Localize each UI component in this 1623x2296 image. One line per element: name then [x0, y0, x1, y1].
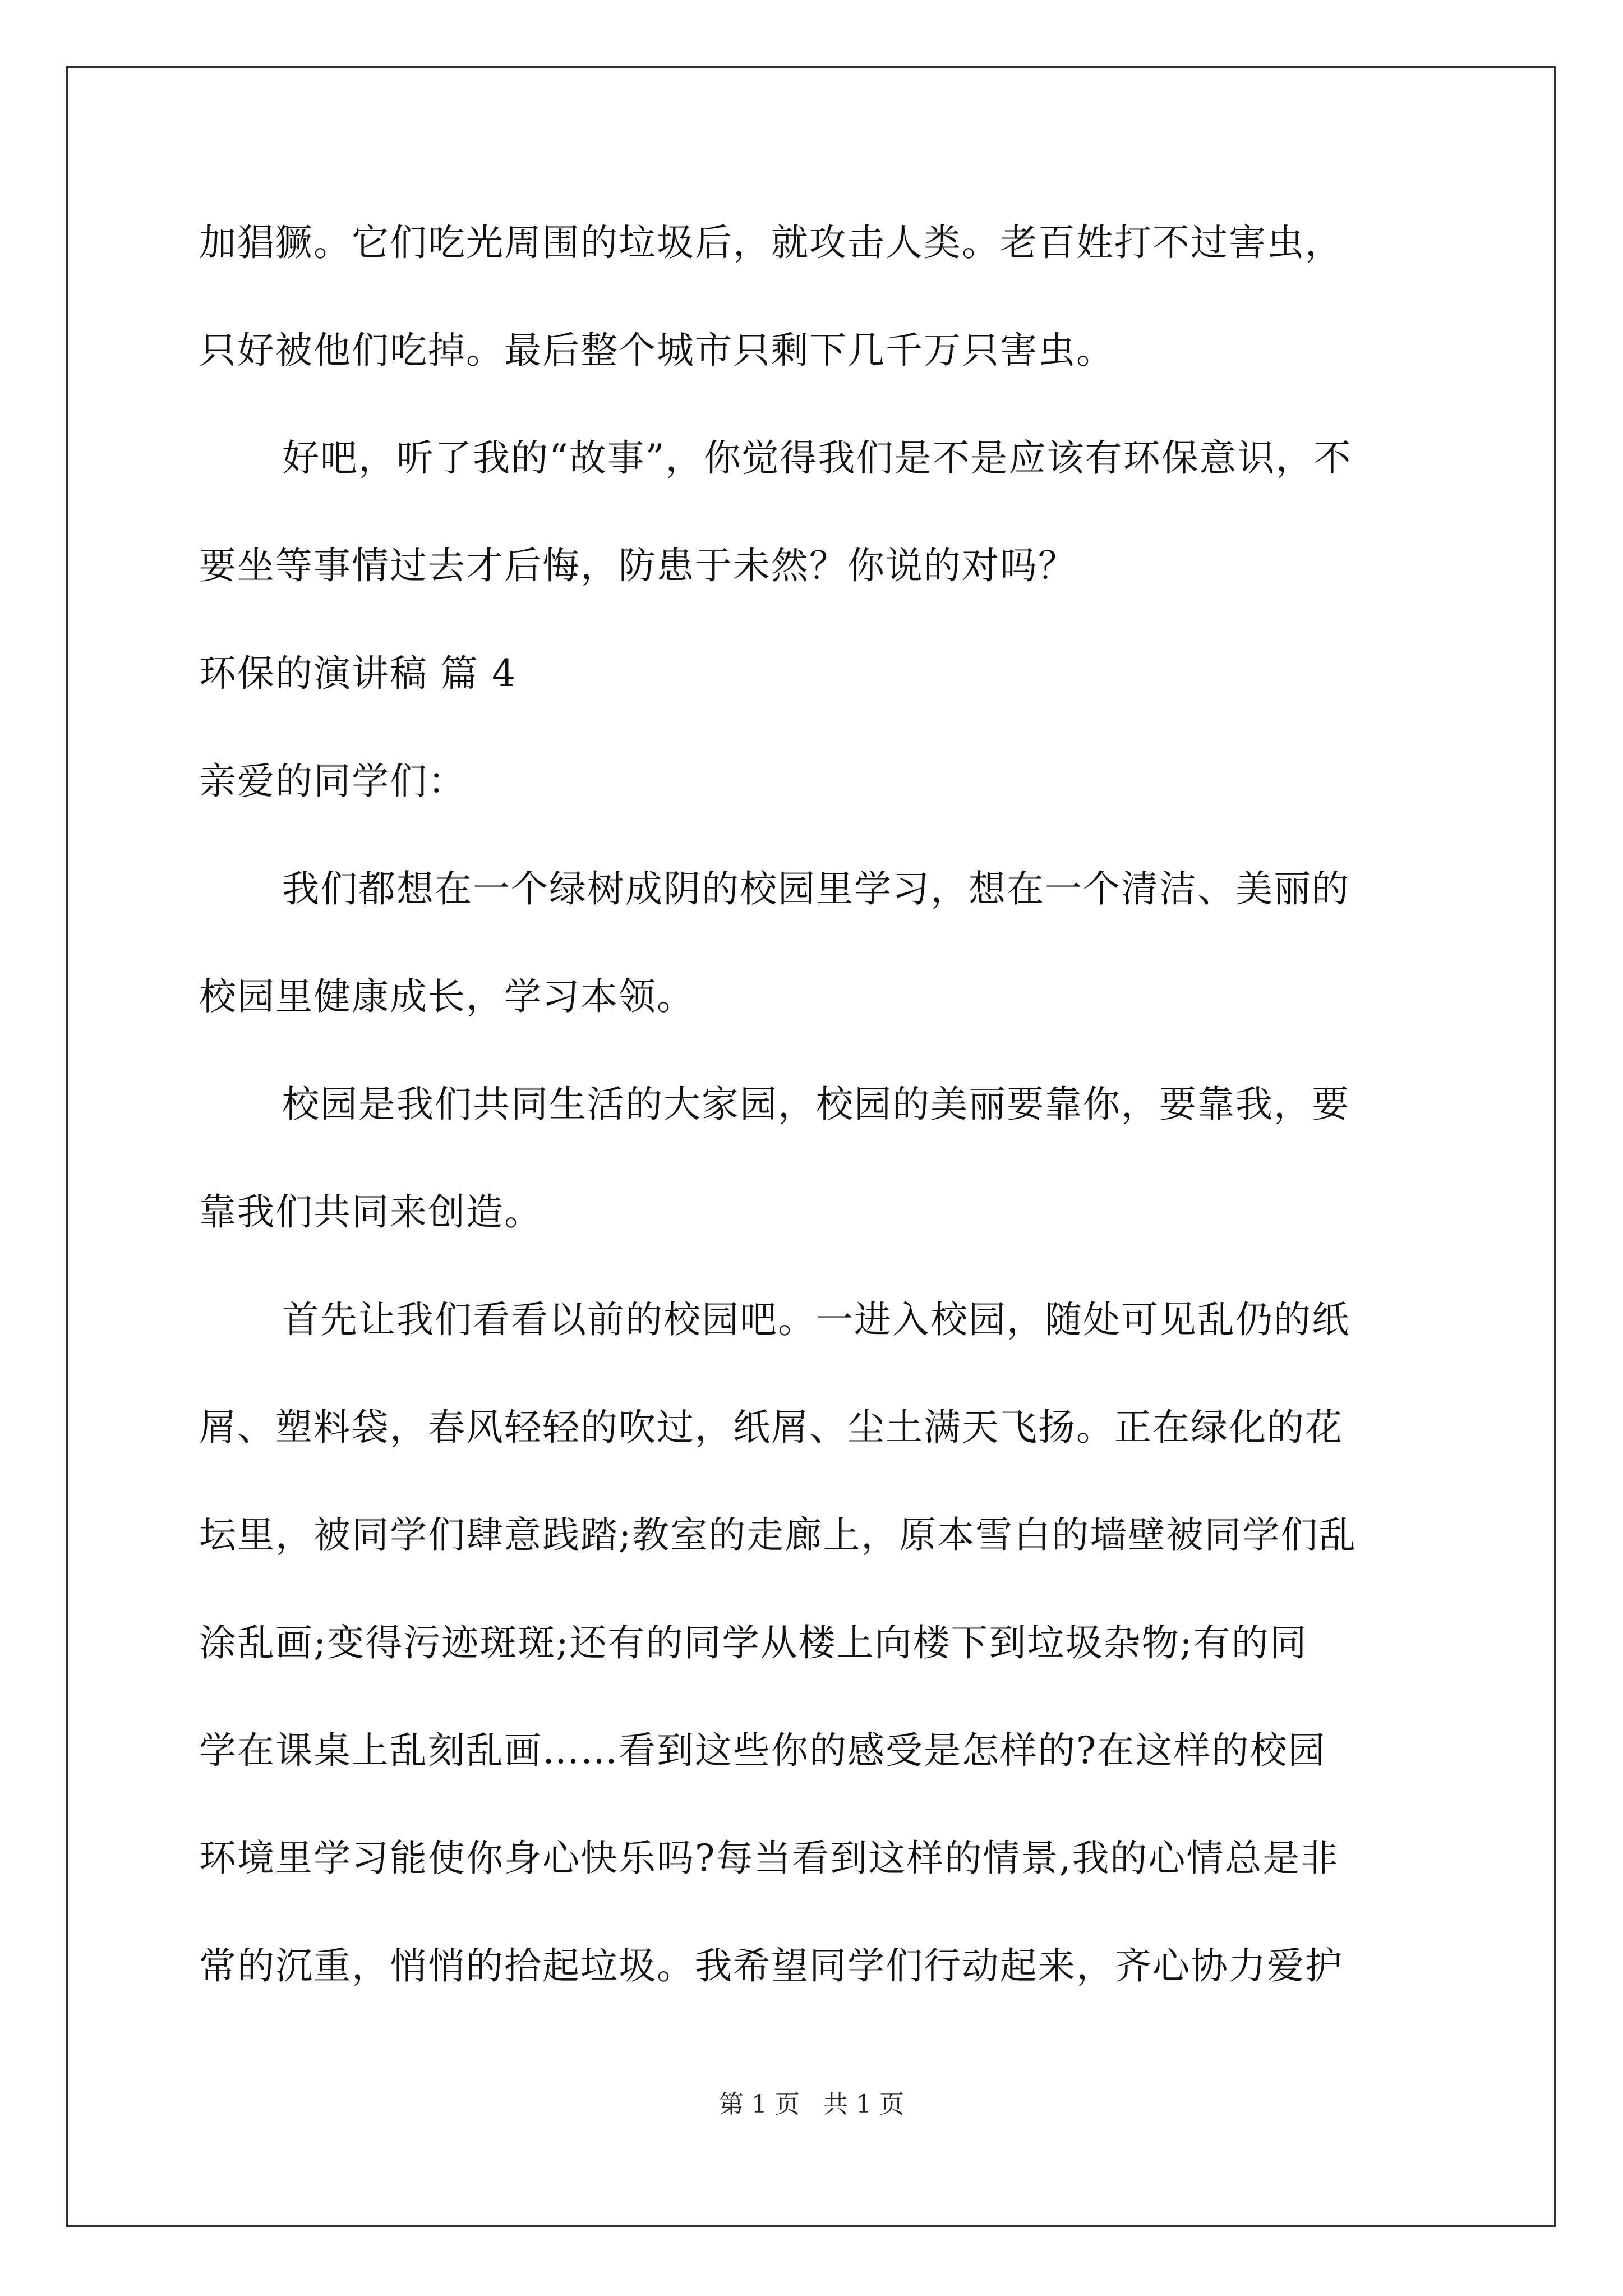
text-line: 坛里，被同学们肆意践踏;教室的走廊上，原本雪白的墙壁被同学们乱 — [199, 1513, 1357, 1557]
text-line: 校园里健康成长，学习本领。 — [199, 975, 695, 1018]
text-line: 只好被他们吃掉。最后整个城市只剩下几千万只害虫。 — [199, 329, 1114, 372]
text-line: 常的沉重，悄悄的拾起垃圾。我希望同学们行动起来，齐心协力爱护 — [199, 1944, 1343, 1987]
text-line: 涂乱画;变得污迹斑斑;还有的同学从楼上向楼下到垃圾杂物;有的同 — [199, 1621, 1308, 1664]
page-footer — [0, 2088, 1623, 2122]
text-line: 我们都想在一个绿树成阴的校园里学习，想在一个清洁、美丽的 — [282, 867, 1350, 910]
document-body — [199, 216, 1427, 2047]
page-number: 第 1 页 — [719, 2090, 800, 2119]
page-total: 共 1 页 — [823, 2090, 904, 2119]
text-line: 环境里学习能使你身心快乐吗?每当看到这样的情景,我的心情总是非 — [199, 1837, 1339, 1880]
text-line: 靠我们共同来创造。 — [199, 1190, 542, 1234]
text-line: 学在课桌上乱刻乱画……看到这些你的感受是怎样的?在这样的校园 — [199, 1729, 1326, 1772]
text-line: 要坐等事情过去才后悔，防患于未然？你说的对吗？ — [199, 544, 1076, 587]
text-line: 好吧，听了我的“故事”，你觉得我们是不是应该有环保意识，不 — [282, 436, 1352, 480]
text-line: 校园是我们共同生活的大家园，校园的美丽要靠你，要靠我，要 — [282, 1083, 1350, 1126]
text-line: 加猖獗。它们吃光周围的垃圾后，就攻击人类。老百姓打不过害虫， — [199, 221, 1343, 264]
salutation: 亲爱的同学们： — [199, 760, 466, 803]
text-line: 首先让我们看看以前的校园吧。一进入校园，随处可见乱仍的纸 — [282, 1298, 1350, 1341]
section-heading: 环保的演讲稿 篇 4 — [199, 652, 517, 695]
text-line: 屑、塑料袋，春风轻轻的吹过，纸屑、尘土满天飞扬。正在绿化的花 — [199, 1406, 1343, 1449]
